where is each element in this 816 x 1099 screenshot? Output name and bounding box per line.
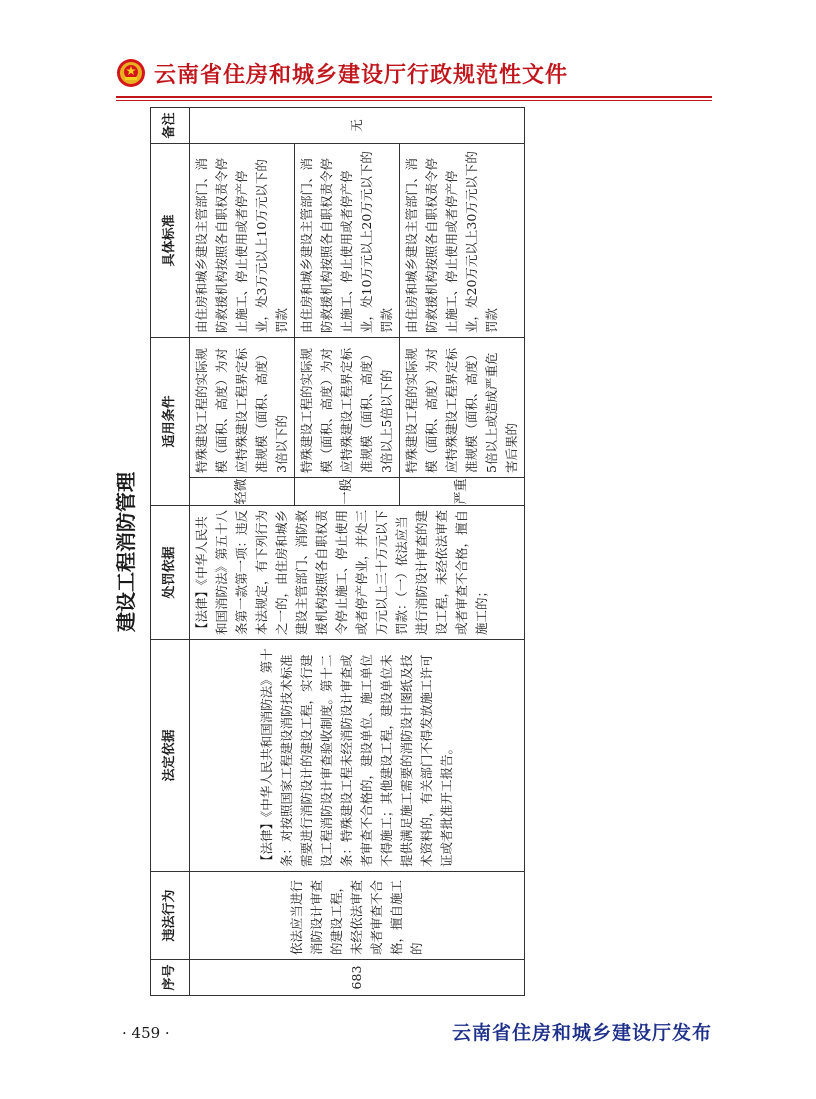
row-seq: 683	[190, 960, 525, 996]
header-title: 云南省住房和城乡建设厅行政规范性文件	[154, 62, 569, 88]
row-violation: 依法应当进行消防设计审查的建设工程，未经依法审查或者审查不合格，擅自施工的	[190, 872, 525, 960]
header-violation: 违法行为	[151, 872, 190, 960]
header-standard: 具体标准	[151, 143, 190, 337]
level-severe: 严重	[400, 478, 525, 506]
row-note: 无	[190, 107, 525, 143]
penalty-table	[150, 107, 525, 996]
header-legal-basis: 法定依据	[151, 640, 190, 872]
page-number: · 459 ·	[122, 1024, 170, 1042]
table-row	[190, 107, 295, 995]
condition-severe: 特殊建设工程的实际规模（面积、高度）为对应特殊建设工程界定标准规模（面积、高度）5倍以上或造成严重危害后果的	[400, 337, 525, 477]
level-minor: 轻微	[190, 478, 295, 506]
section-title: 建设工程消防管理	[114, 472, 138, 632]
standard-severe: 由住房和城乡建设主管部门、消防救援机构按照各自职权责令停止施工、停止使用或者停产停业，处20万元以上30万元以下的罚款	[400, 143, 525, 337]
document-header	[116, 56, 568, 90]
condition-general: 特殊建设工程的实际规模（面积、高度）为对应特殊建设工程界定标准规模（面积、高度）3倍以上5倍以下的	[295, 337, 400, 477]
national-emblem-icon	[116, 58, 146, 88]
header-divider-thin	[116, 100, 712, 101]
header-note: 备注	[151, 107, 190, 143]
header-divider	[116, 96, 712, 98]
header-seq: 序号	[151, 960, 190, 996]
header-penalty-basis: 处罚依据	[151, 506, 190, 640]
row-legal-basis: 【法律】《中华人民共和国消防法》第十条：对按照国家工程建设消防技术标准需要进行消防设计的建设工程，实行建设工程消防设计审查验收制度。第十二条：特殊建设工程未经消防设计审查或者审查不合格的，建设单位、施工单位不得施工；其他建设工程，建设单位未提供满足施工需要的消防设计图纸及技术资料的，有关部门不得发放施工许可证或者批准开工报告。	[190, 640, 525, 872]
condition-minor: 特殊建设工程的实际规模（面积、高度）为对应特殊建设工程界定标准规模（面积、高度）3倍以下的	[190, 337, 295, 477]
footer-publisher: 云南省住房和城乡建设厅发布	[451, 1022, 712, 1044]
table-header-row	[151, 107, 190, 995]
level-general: 一般	[295, 478, 400, 506]
standard-general: 由住房和城乡建设主管部门、消防救援机构按照各自职权责令停止施工、停止使用或者停产停业，处10万元以上20万元以下的罚款	[295, 143, 400, 337]
row-penalty-basis: 【法律】《中华人民共和国消防法》第五十八条第一款第一项：违反本法规定，有下列行为之一的，由住房和城乡建设主管部门、消防救援机构按照各自职权责令停止施工、停止使用或者停产停业，并处三万元以上三十万元以下罚款：（一）依法应当进行消防设计审查的建设工程，未经依法审查或者审查不合格，擅自施工的；	[190, 506, 525, 640]
standard-minor: 由住房和城乡建设主管部门、消防救援机构按照各自职权责令停止施工、停止使用或者停产停业，处3万元以上10万元以下的罚款	[190, 143, 295, 337]
rotated-table-region	[110, 108, 528, 996]
header-condition: 适用条件	[151, 337, 190, 505]
